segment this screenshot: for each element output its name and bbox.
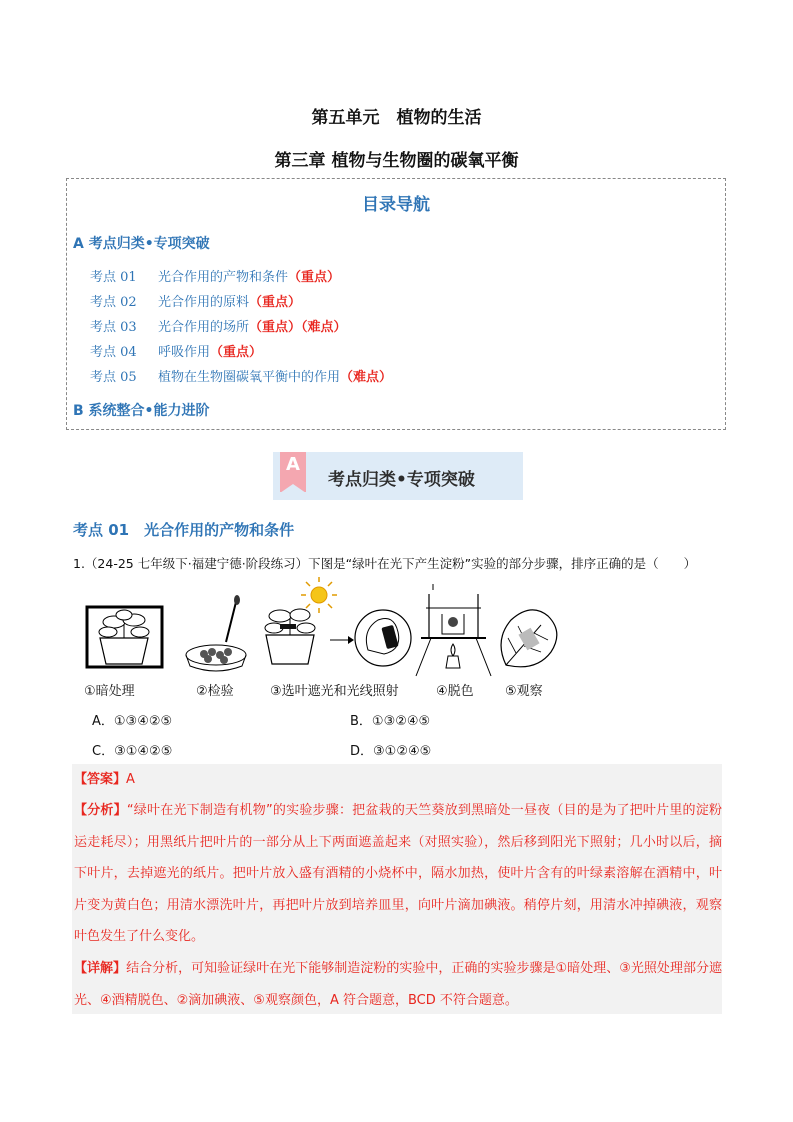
- toc-tag-key: （重点）: [249, 295, 302, 310]
- toc-item-num: 考点 05: [90, 370, 137, 385]
- detail-text: 结合分析，可知验证绿叶在光下能够制造淀粉的实验中，正确的实验步骤是①暗处理、③光照处理部分遮光、④酒精脱色、②滴加碘液、⑤观察颜色，A 符合题意，BCD 不符合题意。: [74, 961, 722, 1008]
- option-text: ①③②④⑤: [371, 714, 431, 729]
- toc-tag-key: （重点）: [210, 345, 263, 360]
- toc-tag-difficult: （难点）: [340, 370, 393, 385]
- analysis-label: 【分析】: [74, 803, 127, 818]
- observe-leaf-illustration: [501, 610, 557, 667]
- step-label-5: ⑤观察: [505, 684, 543, 699]
- option-d[interactable]: [350, 740, 431, 759]
- toc-item-text: 植物在生物圈碳氧平衡中的作用: [158, 370, 341, 385]
- kp-title: 考点 01 光合作用的产物和条件: [73, 521, 295, 539]
- step-label-3: ③选叶遮光和光线照射: [270, 684, 399, 699]
- analysis-paragraph: [74, 795, 722, 953]
- option-b[interactable]: [350, 710, 430, 729]
- leaf-with-paper-illustration: [355, 610, 411, 666]
- banner-letter: A: [286, 454, 300, 475]
- toc-item-num: 考点 01: [90, 270, 137, 285]
- toc-section-b[interactable]: B 系统整合•能力进阶: [73, 403, 210, 419]
- option-letter: C．: [92, 744, 115, 759]
- toc-item-text: 光合作用的场所: [158, 320, 250, 335]
- toc-item-num: 考点 02: [90, 295, 137, 310]
- option-c[interactable]: [92, 740, 172, 759]
- chapter-title: 第三章 植物与生物圈的碳氧平衡: [274, 151, 519, 171]
- option-letter: A．: [92, 714, 114, 729]
- decolorization-illustration: [416, 584, 491, 676]
- answer-value: A: [126, 772, 135, 787]
- toc-item-text: 光合作用的产物和条件: [158, 270, 289, 285]
- option-text: ③①④②⑤: [114, 744, 173, 759]
- option-letter: D．: [350, 744, 374, 759]
- iodine-test-illustration: [186, 595, 246, 671]
- toc-item-1[interactable]: [90, 266, 340, 285]
- banner-ribbon-notch: [280, 484, 306, 493]
- unit-title: 第五单元 植物的生活: [311, 108, 482, 128]
- toc-item-num: 考点 03: [90, 320, 137, 335]
- toc-heading: 目录导航: [362, 195, 430, 215]
- step-label-2: ②检验: [196, 684, 234, 699]
- experiment-figure: [86, 580, 566, 680]
- toc-item-4[interactable]: [90, 341, 262, 360]
- light-exposure-illustration: [265, 577, 354, 664]
- option-text: ③①②④⑤: [373, 744, 432, 759]
- step-label-1: ①暗处理: [84, 684, 135, 699]
- toc-tag-key: （重点）: [288, 270, 341, 285]
- toc-item-text: 光合作用的原料: [158, 295, 250, 310]
- toc-tag-difficult: （难点）: [301, 320, 347, 335]
- toc-tag-key: （重点）: [249, 320, 302, 335]
- toc-item-5[interactable]: [90, 366, 392, 385]
- option-a[interactable]: [92, 710, 172, 729]
- option-text: ①③④②⑤: [113, 714, 173, 729]
- toc-item-3[interactable]: [90, 316, 347, 335]
- answer-line: [74, 764, 724, 795]
- toc-item-text: 呼吸作用: [158, 345, 211, 360]
- banner-text: 考点归类•专项突破: [328, 470, 475, 490]
- toc-section-a[interactable]: A 考点归类•专项突破: [73, 236, 210, 252]
- toc-item-num: 考点 04: [90, 345, 137, 360]
- answer-label: 【答案】: [74, 772, 127, 787]
- toc-item-2[interactable]: [90, 291, 301, 310]
- option-letter: B．: [350, 714, 372, 729]
- dark-treatment-illustration: [87, 607, 162, 667]
- detail-label: 【详解】: [74, 961, 127, 976]
- detail-paragraph: [74, 953, 722, 1016]
- analysis-text: “绿叶在光下制造有机物”的实验步骤：把盆栽的天竺葵放到黑暗处一昼夜（目的是为了把叶片里的淀粉运走耗尽）；用黑纸片把叶片的一部分从上下两面遮盖起来（对照实验），然后移到阳光下照射；几小时以后，摘下叶片，去掉遮光的纸片。把叶片放入盛有酒精的小烧杯中，隔水加热，使叶片含有的叶绿素溶解在酒精中，叶片变为黄白色；用清水漂洗叶片，再把叶片放到培养皿里，向叶片滴加碘液。稍停片刻，用清水冲掉碘液，观察叶色发生了什么变化。: [74, 803, 722, 944]
- question-text: 1.（24-25 七年级下·福建宁德·阶段练习）下图是“绿叶在光下产生淀粉”实验的部分步骤，排序正确的是（ ）: [73, 556, 697, 571]
- step-label-4: ④脱色: [436, 684, 474, 699]
